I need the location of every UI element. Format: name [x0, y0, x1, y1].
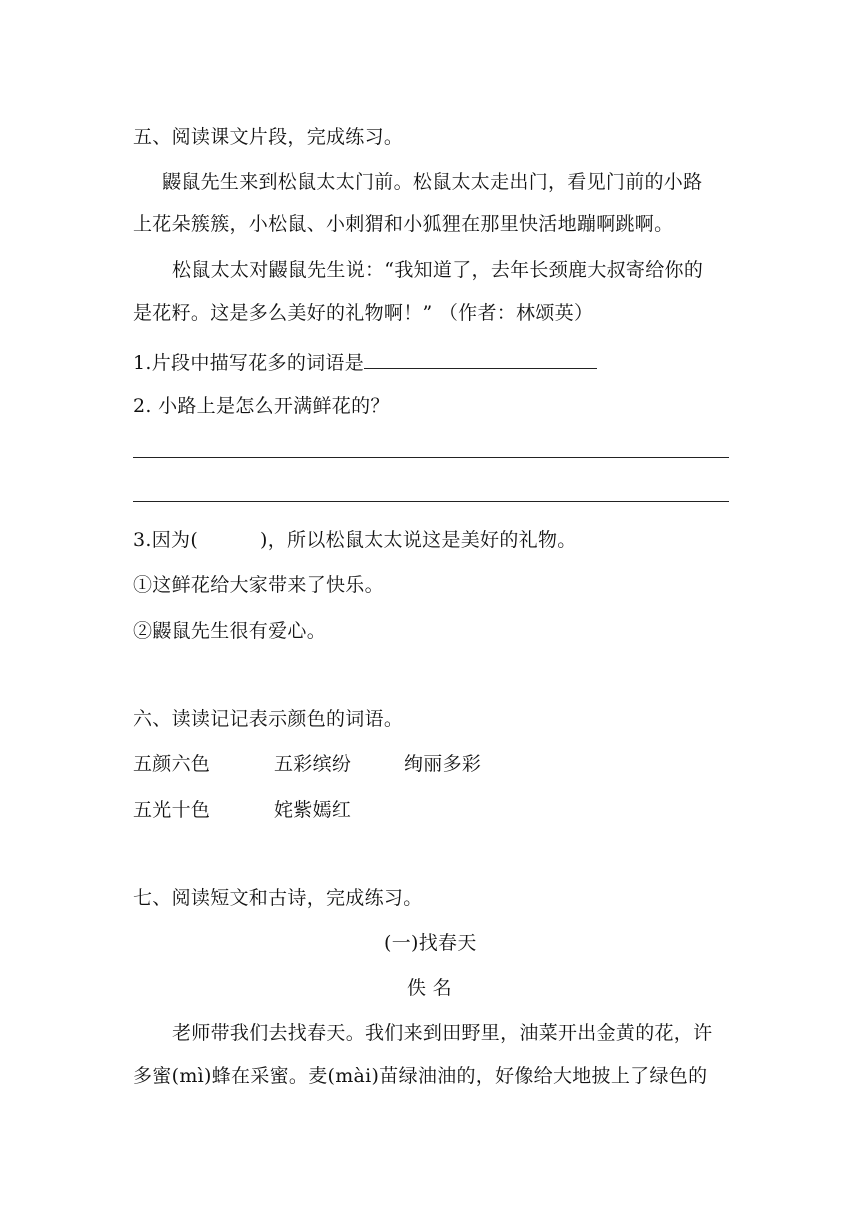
section5-para1-line1: 鼹鼠先生来到松鼠太太门前。松鼠太太走出门，看见门前的小路	[162, 171, 703, 193]
question-1	[133, 348, 597, 376]
section5-para2-line2: 是花籽。这是多么美好的礼物啊！” （作者：林颂英）	[133, 302, 594, 324]
section5-para1-line2: 上花朵簇簇，小松鼠、小刺猬和小狐狸在那里快活地蹦啊跳啊。	[133, 213, 674, 235]
passage-title: (一)找春天	[384, 932, 477, 954]
color-word-5: 姹紫嫣红	[274, 799, 352, 821]
question-3-option-2: ②鼹鼠先生很有爱心。	[133, 620, 327, 642]
color-word-1: 五颜六色	[133, 753, 211, 775]
color-word-4: 五光十色	[133, 799, 211, 821]
passage-author: 佚 名	[407, 977, 452, 999]
passage-line-1: 老师带我们去找春天。我们来到田野里，油菜开出金黄的花，许	[172, 1022, 713, 1044]
question-3-text-before: 3.因为(	[133, 529, 199, 551]
section6-heading: 六、读读记记表示颜色的词语。	[133, 708, 404, 730]
question-2: 2. 小路上是怎么开满鲜花的？	[133, 395, 390, 417]
question-1-answer-blank[interactable]	[364, 348, 597, 369]
section5-heading: 五、阅读课文片段，完成练习。	[133, 126, 404, 148]
color-word-3: 绚丽多彩	[404, 753, 482, 775]
question-3-option-1: ①这鲜花给大家带来了快乐。	[133, 574, 384, 596]
question-3-text-after: )，所以松鼠太太说这是美好的礼物。	[260, 529, 577, 551]
section5-para2-line1: 松鼠太太对鼹鼠先生说：“我知道了，去年长颈鹿大叔寄给你的	[172, 259, 704, 281]
question-2-answer-line-1[interactable]	[133, 457, 729, 458]
color-word-2: 五彩缤纷	[274, 753, 352, 775]
question-3	[133, 527, 577, 553]
question-2-answer-line-2[interactable]	[133, 501, 729, 502]
question-1-text: 1.片段中描写花多的词语是	[133, 352, 365, 374]
section7-heading: 七、阅读短文和古诗，完成练习。	[133, 887, 423, 909]
passage-line-2: 多蜜(mì)蜂在采蜜。麦(mài)苗绿油油的，好像给大地披上了绿色的	[133, 1065, 708, 1087]
